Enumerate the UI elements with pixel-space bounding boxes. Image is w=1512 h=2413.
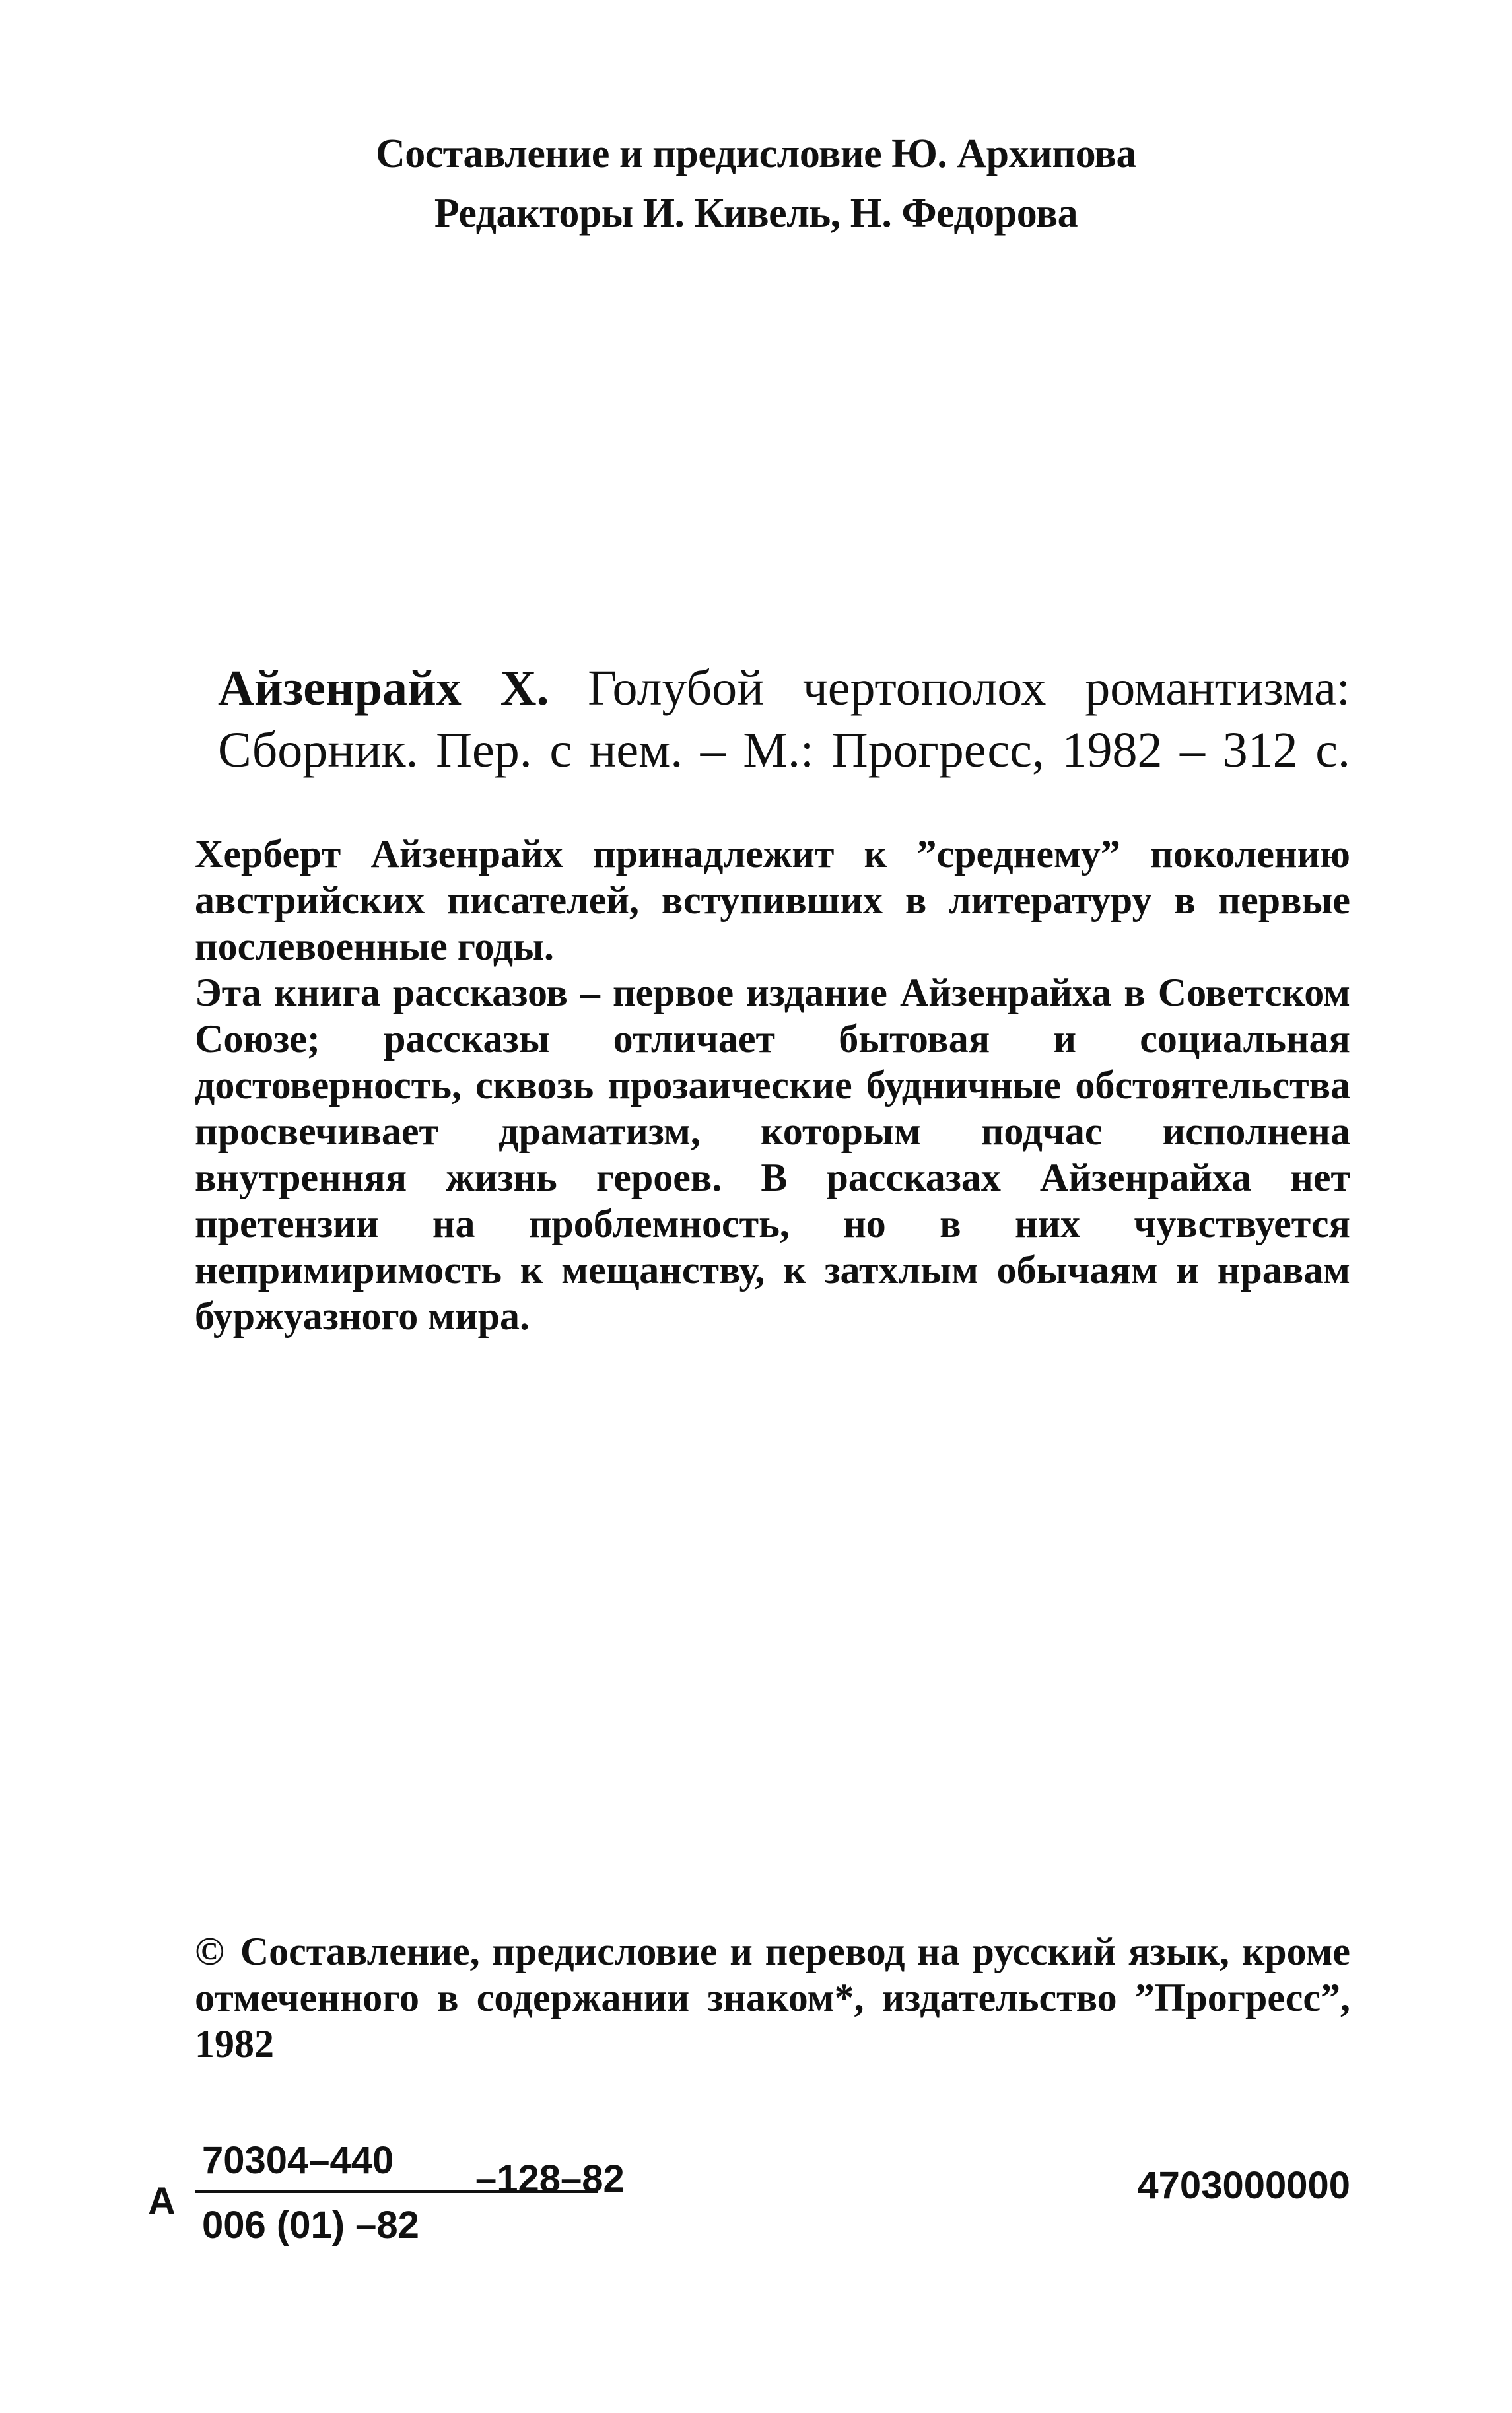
annotation-paragraph-1: Херберт Айзенрайх принадлежит к ”среднему” поколению австрийских писателей, вступивших в литературу в первые послевоенные годы. [195, 832, 1350, 968]
catalog-denominator: 006 (01) –82 [202, 2204, 419, 2247]
editors-credit: Редакторы И. Кивель, Н. Федорова [434, 191, 1078, 236]
copyright-symbol: © [195, 1930, 224, 1973]
bibliographic-line-1 [218, 657, 1350, 719]
copyright-notice [195, 1928, 1350, 2067]
annotation-paragraph-2: Эта книга рассказов – первое издание Айзенрайха в Советском Союзе; рассказы отличает бытовая и социальная достоверность, сквозь прозаические будничные обстоятельства просвечивает драматизм, которым подчас исполнена внутренняя жизнь героев. В рассказах Айзенрайха нет претензии на проблемность, но в них чувствуется непримиримость к мещанству, к затхлым обычаям и нравам буржуазного мира. [195, 971, 1350, 1338]
catalog-prefix: А [148, 2180, 176, 2223]
annotation [195, 831, 1350, 1339]
catalog-code: 4703000000 [1137, 2164, 1350, 2207]
bibliographic-line-2: Сборник. Пер. с нем. – М.: Прогресс, 1982 – 312 с. [218, 722, 1350, 778]
compiler-credit: Составление и предисловие Ю. Архипова [375, 131, 1137, 176]
book-title: Голубой чертополох романтизма: [588, 660, 1351, 716]
catalog-numerator: 70304–440 [202, 2139, 394, 2182]
catalog-index [148, 2138, 1350, 2270]
copyright-text: Составление, предисловие и перевод на русский язык, кроме отмеченного в содержании знаком*, издательство ”Прогресс”, 1982 [195, 1930, 1350, 2066]
bibliographic-record [218, 657, 1350, 781]
catalog-suffix: –128–82 [475, 2157, 625, 2200]
credits-block [0, 124, 1512, 243]
book-author: Айзенрайх Х. [218, 660, 549, 716]
